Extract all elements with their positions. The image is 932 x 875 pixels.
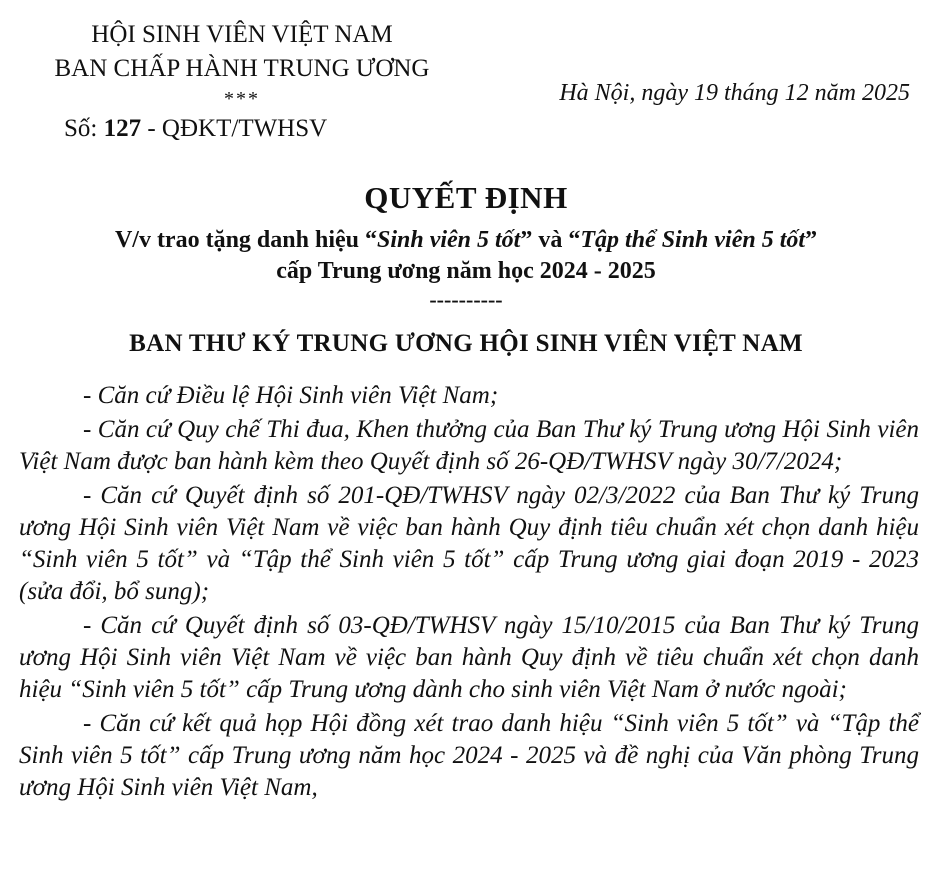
legal-basis-paragraph: - Căn cứ kết quả họp Hội đồng xét trao danh hiệu “Sinh viên 5 tốt” và “Tập thể Sinh viên 5 tốt” cấp Trung ương năm học 2024 - 2025 và đề nghị của Văn phòng Trung ương Hội Sinh viên Việt Nam, [19,710,919,801]
subject-prefix: V/v trao tặng danh hiệu “ [114,227,377,253]
legal-basis-paragraph: - Căn cứ Quyết định số 03-QĐ/TWHSV ngày 15/10/2015 của Ban Thư ký Trung ương Hội Sinh viên Việt Nam về việc ban hành Quy định về tiêu chuẩn xét chọn danh hiệu “Sinh viên 5 tốt” cấp Trung ương dành cho sinh viên Việt Nam ở nước ngoài; [19,612,919,703]
document-number [64,115,327,143]
document-body [19,380,919,806]
organization-name: HỘI SINH VIÊN VIỆT NAM [91,21,393,48]
document-number-prefix: Số: [64,115,104,142]
document-subject [0,225,932,255]
committee-name: BAN CHẤP HÀNH TRUNG ƯƠNG [54,55,430,82]
header-stars: *** [224,88,260,110]
place-and-date: Hà Nội, ngày 19 tháng 12 năm 2025 [559,80,910,106]
legal-basis-paragraph: - Căn cứ Quy chế Thi đua, Khen thưởng của Ban Thư ký Trung ương Hội Sinh viên Việt Nam được ban hành kèm theo Quyết định số 26-QĐ/TWHSV ngày 30/7/2024; [19,416,919,475]
document-subject-line-2: cấp Trung ương năm học 2024 - 2025 [276,258,656,284]
document-title: QUYẾT ĐỊNH [364,180,568,215]
subject-middle: ” và “ [520,227,581,253]
title-separator: ---------- [429,287,503,312]
subject-award-1: Sinh viên 5 tốt [376,227,521,253]
legal-basis-paragraph: - Căn cứ Quyết định số 201-QĐ/TWHSV ngày 02/3/2022 của Ban Thư ký Trung ương Hội Sinh viên Việt Nam về việc ban hành Quy định tiêu chuẩn xét chọn danh hiệu “Sinh viên 5 tốt” và “Tập thể Sinh viên 5 tốt” cấp Trung ương giai đoạn 2019 - 2023 (sửa đổi, bổ sung); [19,482,919,605]
issuing-body: BAN THƯ KÝ TRUNG ƯƠNG HỘI SINH VIÊN VIỆT NAM [129,330,803,357]
subject-award-2: Tập thể Sinh viên 5 tốt [580,227,806,253]
legal-basis-paragraph: - Căn cứ Điều lệ Hội Sinh viên Việt Nam; [83,382,499,409]
subject-suffix: ” [805,227,818,253]
document-number-value: 127 [103,115,142,142]
document-number-suffix: - QĐKT/TWHSV [141,115,328,142]
